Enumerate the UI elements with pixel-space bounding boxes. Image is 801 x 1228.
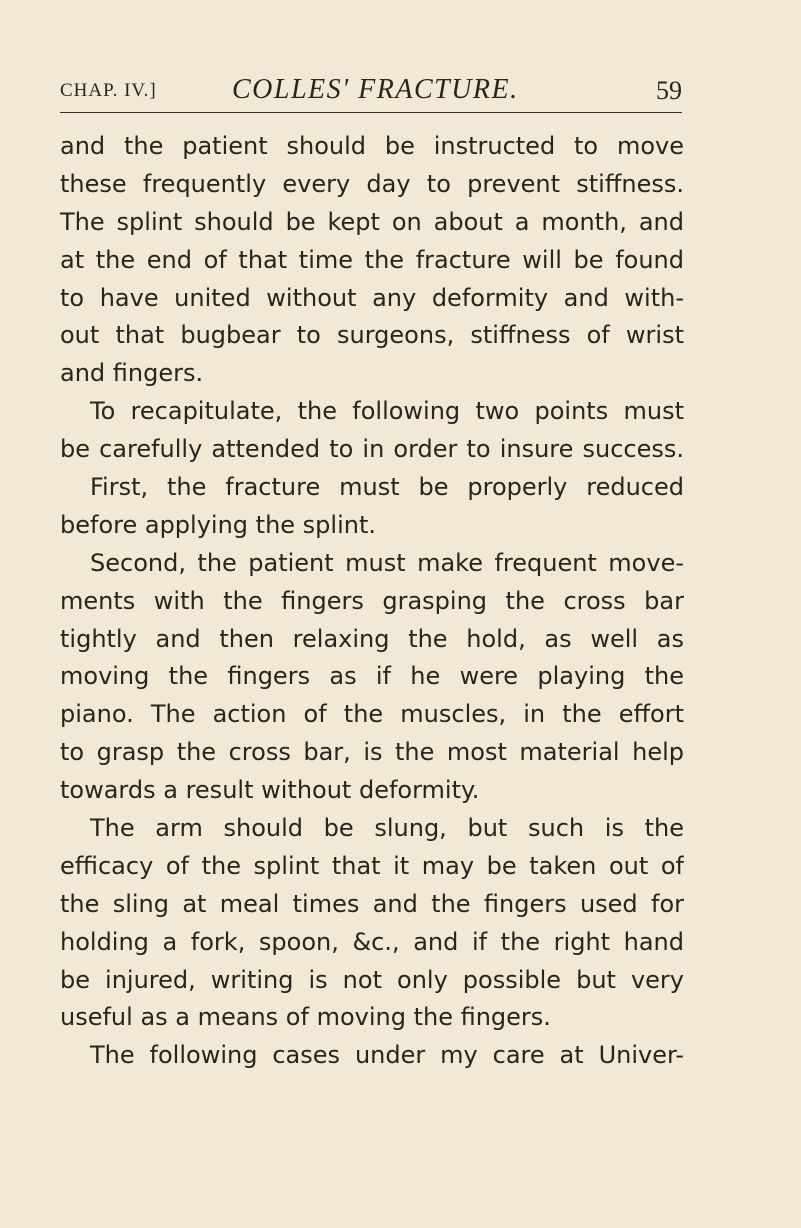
text-line: The following cases under my care at Univer- <box>90 1041 684 1070</box>
text-line: holding a fork, spoon, &c., and if the right hand <box>60 927 684 956</box>
text-line: before applying the splint. <box>60 510 376 539</box>
running-head <box>0 70 801 110</box>
text-line: at the end of that time the fracture will be found <box>60 245 684 274</box>
text-line: and fingers. <box>60 359 204 388</box>
text-line: the sling at meal times and the fingers used for <box>60 889 684 918</box>
text-line: and the patient should be instructed to move <box>60 132 684 160</box>
text-line: tightly and then relaxing the hold, as well as <box>60 624 684 653</box>
text-line: ments with the fingers grasping the cross bar <box>60 586 684 615</box>
text-line: efficacy of the splint that it may be taken out of <box>60 851 684 880</box>
text-line: to grasp the cross bar, is the most material help <box>60 738 684 767</box>
text-line: towards a result without deformity. <box>60 776 480 805</box>
chapter-label: CHAP. IV.] <box>60 80 157 101</box>
running-title: COLLES' FRACTURE. <box>232 74 519 105</box>
text-line: First, the fracture must be properly reduced <box>90 473 684 502</box>
text-line: be carefully attended to in order to insure success. <box>60 435 684 464</box>
text-line: To recapitulate, the following two points must <box>90 397 684 426</box>
text-line: out that bugbear to surgeons, stiffness of wrist <box>60 321 684 350</box>
text-line: to have united without any deformity and with- <box>60 283 684 312</box>
text-line: moving the fingers as if he were playing the <box>60 662 684 691</box>
page-number: 59 <box>656 76 682 105</box>
body-text <box>60 128 684 1075</box>
header-rule <box>60 112 682 113</box>
text-line: these frequently every day to prevent stiffness. <box>60 169 684 198</box>
text-line: useful as a means of moving the fingers. <box>60 1003 551 1032</box>
text-line: piano. The action of the muscles, in the effort <box>60 700 684 729</box>
text-line: The splint should be kept on about a month, and <box>60 207 684 236</box>
text-line: The arm should be slung, but such is the <box>90 814 684 843</box>
text-line: be injured, writing is not only possible but very <box>60 965 684 994</box>
text-line: Second, the patient must make frequent move- <box>90 548 684 577</box>
